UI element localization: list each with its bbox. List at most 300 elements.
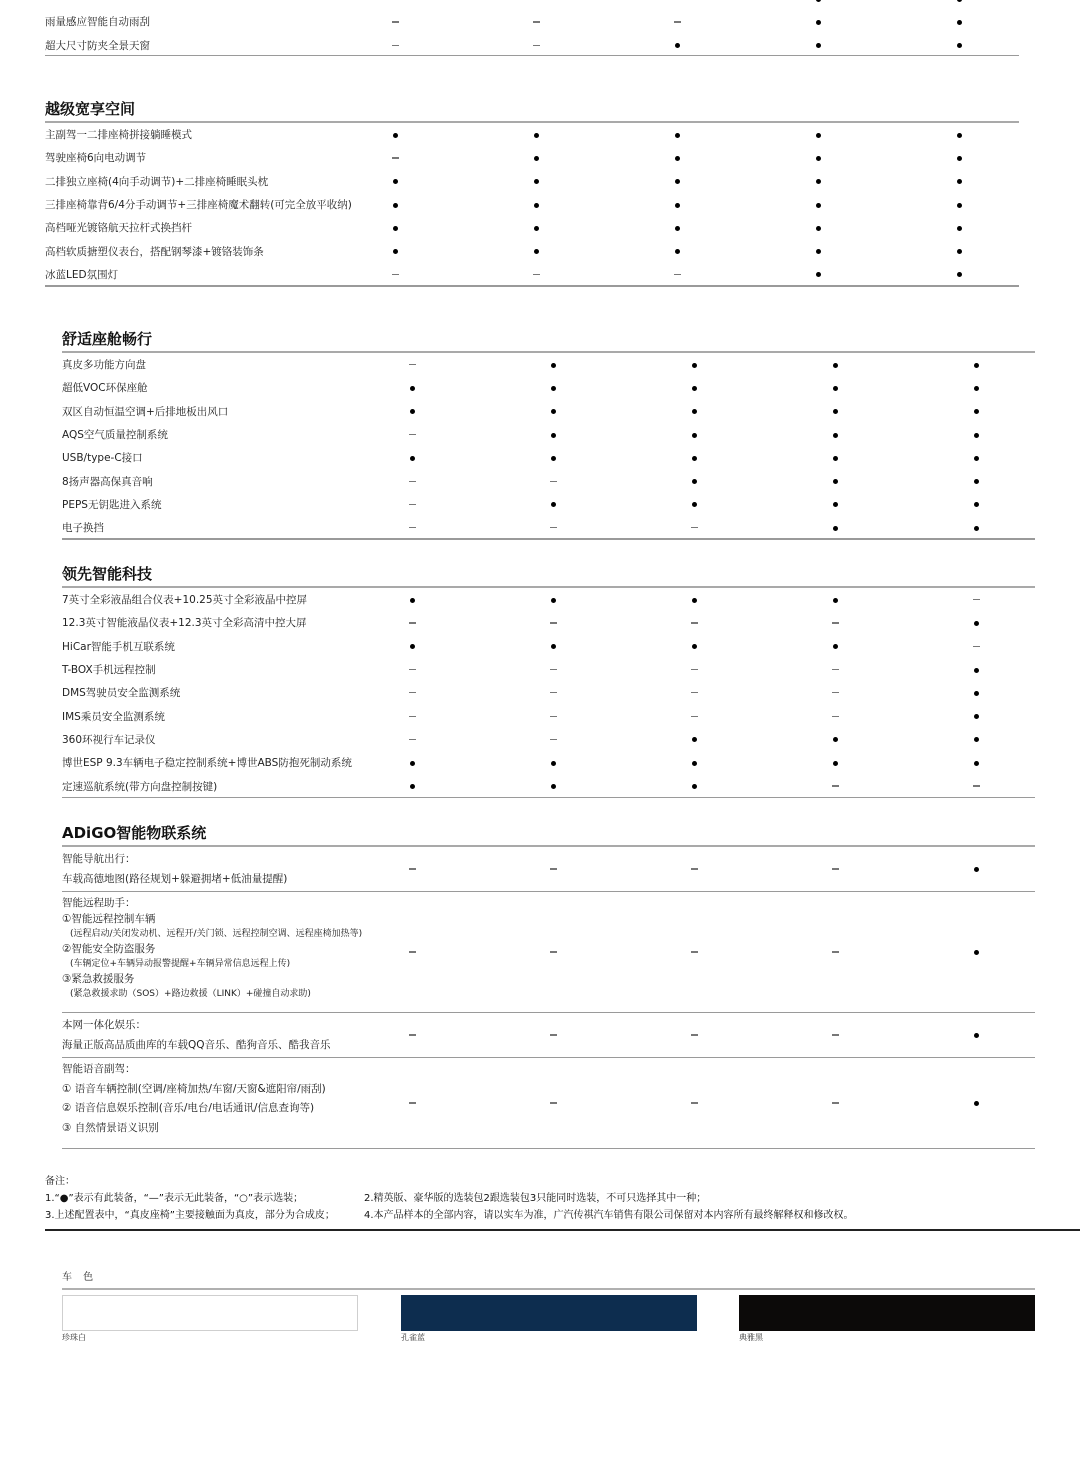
equipped-dot-icon xyxy=(675,203,680,208)
trim-value-cell xyxy=(402,1097,422,1109)
table-row xyxy=(45,0,1019,10)
table-row xyxy=(62,376,1035,399)
equipped-dot-icon xyxy=(833,479,838,484)
equipped-dot-icon xyxy=(551,433,556,438)
trim-value-cell xyxy=(385,222,405,234)
trim-value-cell xyxy=(526,129,546,141)
trim-value-cell xyxy=(684,359,704,371)
equipped-dot-icon xyxy=(957,133,962,138)
not-equipped-dash-icon xyxy=(409,951,416,952)
not-equipped-dash-icon xyxy=(409,669,416,670)
not-equipped-dash-icon xyxy=(409,868,416,869)
trim-value-cell xyxy=(543,710,563,722)
trim-value-cell xyxy=(543,664,563,676)
trim-value-cell xyxy=(949,129,969,141)
trim-value-cell xyxy=(684,946,704,958)
equipped-dot-icon xyxy=(957,249,962,254)
feature-line: 智能远程助手： xyxy=(62,897,136,909)
trim-value-cell xyxy=(825,617,845,629)
trim-value-cell xyxy=(825,429,845,441)
equipped-dot-icon xyxy=(551,761,556,766)
feature-label: 12.3英寸智能液晶仪表+12.3英寸全彩高清中控大屏 xyxy=(62,617,307,630)
not-equipped-dash-icon xyxy=(691,1034,698,1035)
equipped-dot-icon xyxy=(957,20,962,25)
trim-value-cell xyxy=(949,0,969,5)
trim-value-cell xyxy=(966,780,986,792)
trim-value-cell xyxy=(825,452,845,464)
trim-value-cell xyxy=(402,452,422,464)
feature-label: 冰蓝LED氛围灯 xyxy=(45,268,119,281)
not-equipped-dash-icon xyxy=(533,274,540,275)
equipped-dot-icon xyxy=(974,950,979,955)
equipped-dot-icon xyxy=(410,456,415,461)
table-row xyxy=(45,193,1019,216)
trim-value-cell xyxy=(385,152,405,164)
notes-title: 备注： xyxy=(45,1176,75,1187)
trim-value-cell xyxy=(402,594,422,606)
equipped-dot-icon xyxy=(957,226,962,231)
equipped-dot-icon xyxy=(833,644,838,649)
trim-value-cell xyxy=(385,199,405,211)
equipped-dot-icon xyxy=(974,526,979,531)
equipped-dot-icon xyxy=(833,502,838,507)
not-equipped-dash-icon xyxy=(550,739,557,740)
not-equipped-dash-icon xyxy=(409,1102,416,1103)
trim-value-cell xyxy=(949,39,969,51)
trim-value-cell xyxy=(667,199,687,211)
equipped-dot-icon xyxy=(692,433,697,438)
not-equipped-dash-icon xyxy=(832,785,839,786)
table-row xyxy=(62,611,1035,634)
table-row xyxy=(62,1058,1035,1149)
trim-value-cell xyxy=(385,129,405,141)
equipped-dot-icon xyxy=(393,226,398,231)
trim-value-cell xyxy=(808,175,828,187)
trim-value-cell xyxy=(667,222,687,234)
swatch-label-black: 典雅黑 xyxy=(739,1333,763,1342)
equipped-dot-icon xyxy=(816,226,821,231)
table-row xyxy=(62,658,1035,681)
trim-value-cell xyxy=(402,617,422,629)
trim-value-cell xyxy=(808,39,828,51)
trim-value-cell xyxy=(402,780,422,792)
feature-line: ②智能安全防盗服务 xyxy=(62,943,156,955)
trim-value-cell xyxy=(825,359,845,371)
table-row xyxy=(45,123,1019,146)
table-row xyxy=(62,1013,1035,1058)
equipped-dot-icon xyxy=(692,644,697,649)
not-equipped-dash-icon xyxy=(409,716,416,717)
equipped-dot-icon xyxy=(675,156,680,161)
equipped-dot-icon xyxy=(675,249,680,254)
trim-value-cell xyxy=(966,710,986,722)
feature-label: 高档软质搪塑仪表台，搭配钢琴漆+镀铬装饰条 xyxy=(45,245,264,258)
trim-value-cell xyxy=(808,268,828,280)
feature-sub-line: (远程启动/关闭发动机、远程开/关门锁、远程控制空调、远程座椅加热等) xyxy=(70,929,363,939)
not-equipped-dash-icon xyxy=(832,716,839,717)
table-row xyxy=(62,353,1035,376)
note-1: 1.“●”表示有此装备，“—”表示无此装备，“○”表示选装； xyxy=(45,1193,304,1204)
trim-value-cell xyxy=(966,1097,986,1109)
table-row xyxy=(62,635,1035,658)
equipped-dot-icon xyxy=(833,598,838,603)
feature-line: ③ 自然情景语义识别 xyxy=(62,1121,159,1134)
note-2: 2.精英版、豪华版的选装包2跟选装包3只能同时选装，不可只选择其中一种； xyxy=(364,1193,707,1204)
feature-label: 博世ESP 9.3车辆电子稳定控制系统+博世ABS防抱死制动系统 xyxy=(62,757,352,770)
trim-value-cell xyxy=(966,757,986,769)
feature-label: 双区自动恒温空调+后排地板出风口 xyxy=(62,405,229,418)
equipped-dot-icon xyxy=(833,363,838,368)
trim-value-cell xyxy=(966,382,986,394)
equipped-dot-icon xyxy=(974,479,979,484)
trim-value-cell xyxy=(402,382,422,394)
trim-value-cell xyxy=(966,452,986,464)
feature-line: 本网一体化娱乐： xyxy=(62,1019,146,1031)
trim-value-cell xyxy=(684,382,704,394)
equipped-dot-icon xyxy=(957,179,962,184)
top-feature-section xyxy=(45,0,1019,56)
not-equipped-dash-icon xyxy=(973,785,980,786)
feature-line: ③紧急救援服务 xyxy=(62,973,135,985)
trim-value-cell xyxy=(543,429,563,441)
equipped-dot-icon xyxy=(551,502,556,507)
trim-value-cell xyxy=(543,687,563,699)
equipped-dot-icon xyxy=(692,409,697,414)
trim-value-cell xyxy=(543,1097,563,1109)
equipped-dot-icon xyxy=(551,598,556,603)
not-equipped-dash-icon xyxy=(691,692,698,693)
equipped-dot-icon xyxy=(957,203,962,208)
trim-value-cell xyxy=(402,863,422,875)
equipped-dot-icon xyxy=(692,479,697,484)
equipped-dot-icon xyxy=(957,156,962,161)
feature-line: ② 语音信息娱乐控制(音乐/电台/电话通讯/信息查询等) xyxy=(62,1102,315,1114)
equipped-dot-icon xyxy=(833,409,838,414)
feature-label: DMS驾驶员安全监测系统 xyxy=(62,687,181,700)
feature-sub-line: (车辆定位+车辆异动报警提醒+车辆异常信息远程上传) xyxy=(70,959,291,969)
not-equipped-dash-icon xyxy=(409,692,416,693)
feature-label: 驾驶座椅6向电动调节 xyxy=(45,152,147,165)
equipped-dot-icon xyxy=(551,644,556,649)
feature-line: 智能语音副驾： xyxy=(62,1063,136,1075)
trim-value-cell xyxy=(825,498,845,510)
equipped-dot-icon xyxy=(410,598,415,603)
equipped-dot-icon xyxy=(833,433,838,438)
trim-value-cell xyxy=(402,733,422,745)
equipped-dot-icon xyxy=(393,179,398,184)
trim-value-cell xyxy=(543,780,563,792)
table-row xyxy=(62,847,1035,892)
trim-value-cell xyxy=(684,1097,704,1109)
equipped-dot-icon xyxy=(692,784,697,789)
feature-label: 定速巡航系统(带方向盘控制按键) xyxy=(62,780,218,793)
trim-value-cell xyxy=(684,429,704,441)
equipped-dot-icon xyxy=(692,502,697,507)
trim-value-cell xyxy=(402,640,422,652)
equipped-dot-icon xyxy=(551,456,556,461)
trim-value-cell xyxy=(684,452,704,464)
trim-value-cell xyxy=(526,175,546,187)
equipped-dot-icon xyxy=(833,761,838,766)
feature-label: 雨量感应智能自动雨刮 xyxy=(45,16,150,29)
table-row xyxy=(62,751,1035,774)
not-equipped-dash-icon xyxy=(550,481,557,482)
trim-value-cell xyxy=(667,129,687,141)
equipped-dot-icon xyxy=(534,249,539,254)
table-row xyxy=(45,263,1019,286)
equipped-dot-icon xyxy=(393,133,398,138)
trim-value-cell xyxy=(808,152,828,164)
trim-value-cell xyxy=(808,222,828,234)
trim-value-cell xyxy=(667,268,687,280)
equipped-dot-icon xyxy=(974,1101,979,1106)
table-row xyxy=(62,588,1035,611)
feature-label: AQS空气质量控制系统 xyxy=(62,429,168,442)
trim-value-cell xyxy=(667,175,687,187)
feature-line: ①智能远程控制车辆 xyxy=(62,913,156,925)
not-equipped-dash-icon xyxy=(392,274,399,275)
section-adigo xyxy=(62,821,1035,1149)
equipped-dot-icon xyxy=(974,668,979,673)
equipped-dot-icon xyxy=(816,43,821,48)
trim-value-cell xyxy=(526,245,546,257)
trim-value-cell xyxy=(825,1029,845,1041)
not-equipped-dash-icon xyxy=(409,622,416,623)
not-equipped-dash-icon xyxy=(691,868,698,869)
equipped-dot-icon xyxy=(974,363,979,368)
trim-value-cell xyxy=(526,222,546,234)
table-row xyxy=(62,774,1035,797)
not-equipped-dash-icon xyxy=(832,1034,839,1035)
trim-value-cell xyxy=(526,39,546,51)
not-equipped-dash-icon xyxy=(392,157,399,158)
trim-value-cell xyxy=(825,780,845,792)
not-equipped-dash-icon xyxy=(550,622,557,623)
equipped-dot-icon xyxy=(410,784,415,789)
equipped-dot-icon xyxy=(816,203,821,208)
trim-value-cell xyxy=(808,129,828,141)
not-equipped-dash-icon xyxy=(550,692,557,693)
trim-value-cell xyxy=(667,39,687,51)
feature-label: 360环视行车记录仪 xyxy=(62,733,156,746)
trim-value-cell xyxy=(825,710,845,722)
table-row xyxy=(62,400,1035,423)
not-equipped-dash-icon xyxy=(691,622,698,623)
trim-value-cell xyxy=(402,429,422,441)
trim-value-cell xyxy=(385,39,405,51)
trim-value-cell xyxy=(402,475,422,487)
feature-label: HiCar智能手机互联系统 xyxy=(62,640,175,653)
feature-line: 智能导航出行： xyxy=(62,853,136,865)
trim-value-cell xyxy=(966,498,986,510)
trim-value-cell xyxy=(966,594,986,606)
trim-value-cell xyxy=(825,946,845,958)
not-equipped-dash-icon xyxy=(550,527,557,528)
equipped-dot-icon xyxy=(534,226,539,231)
swatch-label-blue: 孔雀蓝 xyxy=(401,1333,425,1342)
trim-value-cell xyxy=(543,757,563,769)
trim-value-cell xyxy=(966,429,986,441)
trim-value-cell xyxy=(402,359,422,371)
trim-value-cell xyxy=(684,640,704,652)
table-row xyxy=(62,704,1035,727)
table-row xyxy=(62,446,1035,469)
trim-value-cell xyxy=(966,664,986,676)
not-equipped-dash-icon xyxy=(832,1102,839,1103)
not-equipped-dash-icon xyxy=(409,481,416,482)
not-equipped-dash-icon xyxy=(533,45,540,46)
feature-line: 海量正版高品质曲库的车载QQ音乐、酷狗音乐、酷我音乐 xyxy=(62,1039,331,1051)
table-row xyxy=(45,10,1019,33)
equipped-dot-icon xyxy=(816,156,821,161)
trim-value-cell xyxy=(966,733,986,745)
equipped-dot-icon xyxy=(974,691,979,696)
trim-value-cell xyxy=(966,640,986,652)
trim-value-cell xyxy=(825,863,845,875)
table-row xyxy=(45,239,1019,262)
not-equipped-dash-icon xyxy=(550,669,557,670)
not-equipped-dash-icon xyxy=(691,527,698,528)
table-row xyxy=(45,216,1019,239)
not-equipped-dash-icon xyxy=(550,1034,557,1035)
trim-value-cell xyxy=(402,522,422,534)
not-equipped-dash-icon xyxy=(550,951,557,952)
equipped-dot-icon xyxy=(410,409,415,414)
feature-line: ① 语音车辆控制(空调/座椅加热/车窗/天窗&遮阳帘/雨刮) xyxy=(62,1082,326,1095)
trim-value-cell xyxy=(966,617,986,629)
trim-value-cell xyxy=(966,359,986,371)
section-title: 越级宽享空间 xyxy=(45,100,136,118)
equipped-dot-icon xyxy=(675,133,680,138)
feature-label: 主副驾一二排座椅拼接躺睡模式 xyxy=(45,129,192,142)
not-equipped-dash-icon xyxy=(392,45,399,46)
colors-rule xyxy=(62,1288,1035,1290)
equipped-dot-icon xyxy=(833,386,838,391)
equipped-dot-icon xyxy=(534,203,539,208)
trim-value-cell xyxy=(684,522,704,534)
feature-label: 三排座椅靠背6/4分手动调节+三排座椅魔术翻转(可完全放平收纳) xyxy=(45,199,352,212)
equipped-dot-icon xyxy=(816,0,821,2)
not-equipped-dash-icon xyxy=(409,527,416,528)
trim-value-cell xyxy=(543,498,563,510)
not-equipped-dash-icon xyxy=(691,1102,698,1103)
not-equipped-dash-icon xyxy=(832,692,839,693)
feature-label: USB/type-C接口 xyxy=(62,452,143,465)
swatch-peacock-blue xyxy=(401,1295,697,1331)
trim-value-cell xyxy=(966,863,986,875)
trim-value-cell xyxy=(667,152,687,164)
trim-value-cell xyxy=(402,664,422,676)
trim-value-cell xyxy=(966,687,986,699)
trim-value-cell xyxy=(543,522,563,534)
trim-value-cell xyxy=(402,710,422,722)
colors-title: 车 色 xyxy=(62,1272,98,1283)
equipped-dot-icon xyxy=(551,409,556,414)
equipped-dot-icon xyxy=(410,761,415,766)
equipped-dot-icon xyxy=(675,179,680,184)
not-equipped-dash-icon xyxy=(392,21,399,22)
equipped-dot-icon xyxy=(675,226,680,231)
note-3: 3.上述配置表中，“真皮座椅”主要接触面为真皮，部分为合成皮； xyxy=(45,1210,335,1221)
equipped-dot-icon xyxy=(692,761,697,766)
section-smart-tech xyxy=(62,562,1035,798)
not-equipped-dash-icon xyxy=(533,21,540,22)
equipped-dot-icon xyxy=(410,644,415,649)
equipped-dot-icon xyxy=(833,737,838,742)
feature-label: 8扬声器高保真音响 xyxy=(62,475,153,488)
equipped-dot-icon xyxy=(974,714,979,719)
trim-value-cell xyxy=(543,405,563,417)
swatch-pearl-white xyxy=(62,1295,358,1331)
not-equipped-dash-icon xyxy=(409,1034,416,1035)
trim-value-cell xyxy=(543,382,563,394)
trim-value-cell xyxy=(808,245,828,257)
equipped-dot-icon xyxy=(974,502,979,507)
table-row xyxy=(62,469,1035,492)
equipped-dot-icon xyxy=(816,272,821,277)
not-equipped-dash-icon xyxy=(691,716,698,717)
trim-value-cell xyxy=(543,617,563,629)
not-equipped-dash-icon xyxy=(832,951,839,952)
trim-value-cell xyxy=(825,382,845,394)
trim-value-cell xyxy=(949,245,969,257)
section-title: 领先智能科技 xyxy=(62,565,153,583)
feature-label: 超大尺寸防夹全景天窗 xyxy=(45,39,150,52)
trim-value-cell xyxy=(966,946,986,958)
section-comfort-cabin xyxy=(62,327,1035,540)
trim-value-cell xyxy=(825,1097,845,1109)
trim-value-cell xyxy=(808,0,828,5)
not-equipped-dash-icon xyxy=(409,739,416,740)
not-equipped-dash-icon xyxy=(832,622,839,623)
trim-value-cell xyxy=(966,475,986,487)
trim-value-cell xyxy=(684,757,704,769)
trim-value-cell xyxy=(526,268,546,280)
trim-value-cell xyxy=(825,757,845,769)
car-colors xyxy=(62,1270,1035,1350)
trim-value-cell xyxy=(949,222,969,234)
trim-value-cell xyxy=(667,16,687,28)
trim-value-cell xyxy=(684,687,704,699)
trim-value-cell xyxy=(684,498,704,510)
table-row xyxy=(62,681,1035,704)
trim-value-cell xyxy=(543,863,563,875)
equipped-dot-icon xyxy=(393,203,398,208)
trim-value-cell xyxy=(825,405,845,417)
equipped-dot-icon xyxy=(692,737,697,742)
trim-value-cell xyxy=(966,1029,986,1041)
trim-value-cell xyxy=(825,475,845,487)
trim-value-cell xyxy=(684,475,704,487)
equipped-dot-icon xyxy=(833,456,838,461)
trim-value-cell xyxy=(402,1029,422,1041)
equipped-dot-icon xyxy=(675,43,680,48)
trim-value-cell xyxy=(966,405,986,417)
equipped-dot-icon xyxy=(816,249,821,254)
swatch-elegant-black xyxy=(739,1295,1035,1331)
trim-value-cell xyxy=(825,664,845,676)
equipped-dot-icon xyxy=(551,784,556,789)
section-title: 舒适座舱畅行 xyxy=(62,330,153,348)
not-equipped-dash-icon xyxy=(409,434,416,435)
trim-value-cell xyxy=(667,245,687,257)
not-equipped-dash-icon xyxy=(832,669,839,670)
trim-value-cell xyxy=(684,405,704,417)
table-row xyxy=(62,423,1035,446)
trim-value-cell xyxy=(949,199,969,211)
feature-label: 电子换挡 xyxy=(62,522,104,535)
not-equipped-dash-icon xyxy=(409,504,416,505)
